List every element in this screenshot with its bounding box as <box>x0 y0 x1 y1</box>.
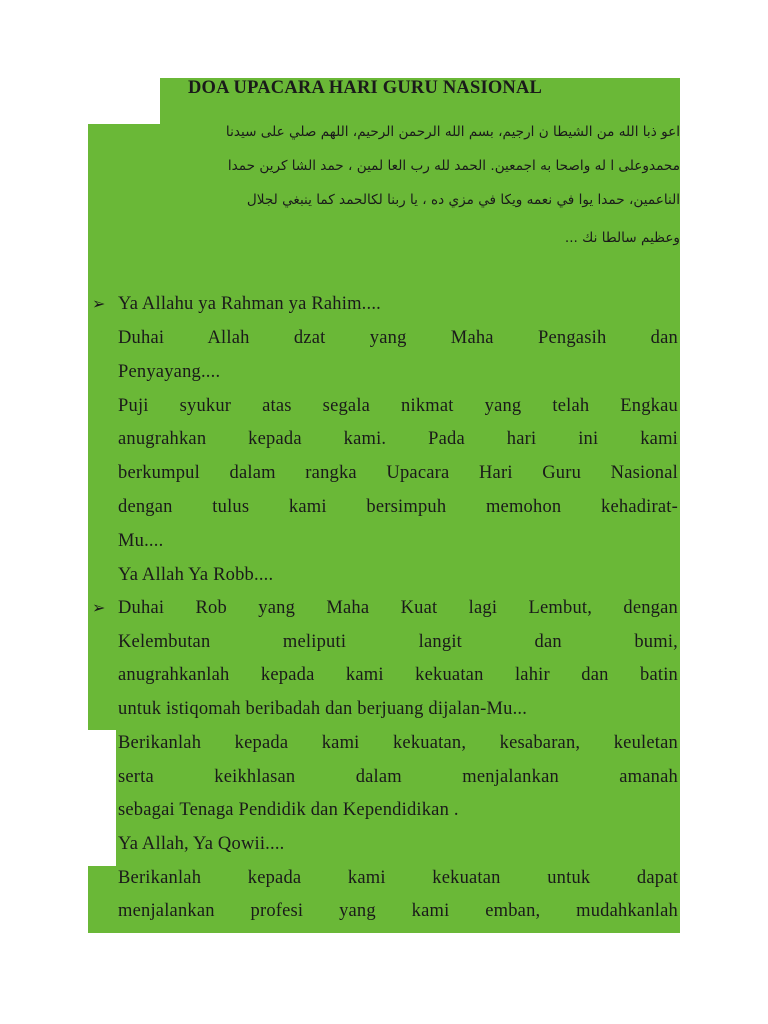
prayer-line: Penyayang.... <box>118 362 221 382</box>
arabic-line-3: الناعمين، حمدا يوا في نعمه ويكا في مزي ده ، يا ربنا لكالحمد كما ينبغي لجلال <box>246 192 680 208</box>
prayer-line: Ya Allahu ya Rahman ya Rahim.... <box>118 294 381 314</box>
prayer-line: Ya Allah Ya Robb.... <box>118 565 274 585</box>
prayer-line: Duhai Allah dzat yang Maha Pengasih dan <box>118 328 678 348</box>
arrow-bullet-icon: ➢ <box>92 294 106 313</box>
prayer-line: anugrahkan kepada kami. Pada hari ini kami <box>118 429 678 449</box>
prayer-line: Ya Allah, Ya Qowii.... <box>118 834 285 854</box>
prayer-line: serta keikhlasan dalam menjalankan amanah <box>118 767 678 787</box>
prayer-line: Puji syukur atas segala nikmat yang telah Engkau <box>118 396 678 416</box>
prayer-line: untuk istiqomah beribadah dan berjuang dijalan-Mu... <box>118 699 528 719</box>
prayer-line: Berikanlah kepada kami kekuatan, kesabaran, keuletan <box>118 733 678 753</box>
prayer-line: berkumpul dalam rangka Upacara Hari Guru Nasional <box>118 463 678 483</box>
prayer-line: Mu.... <box>118 531 164 551</box>
prayer-line: sebagai Tenaga Pendidik dan Kependidikan . <box>118 800 459 820</box>
prayer-line: anugrahkanlah kepada kami kekuatan lahir dan batin <box>118 665 678 685</box>
prayer-line: Duhai Rob yang Maha Kuat lagi Lembut, dengan <box>118 598 678 618</box>
prayer-line: Berikanlah kepada kami kekuatan untuk dapat <box>118 868 678 888</box>
prayer-line: Kelembutan meliputi langit dan bumi, <box>118 632 678 652</box>
arabic-line-1: اعو ذبا الله من الشيطا ن ارجيم، بسم الله الرحمن الرحيم، اللهم صلي على سيدنا <box>225 124 680 140</box>
document-title: DOA UPACARA HARI GURU NASIONAL <box>188 78 543 98</box>
prayer-line: menjalankan profesi yang kami emban, mudahkanlah <box>118 901 678 921</box>
arrow-bullet-icon: ➢ <box>92 598 106 617</box>
arabic-line-4: وعظيم سالطا نك ... <box>564 230 680 246</box>
prayer-line: dengan tulus kami bersimpuh memohon kehadirat- <box>118 497 678 517</box>
arabic-line-2: محمدوعلى ا له واصحا به اجمعين. الحمد لله رب العا لمين ، حمد الشا كرين حمدا <box>227 158 680 174</box>
